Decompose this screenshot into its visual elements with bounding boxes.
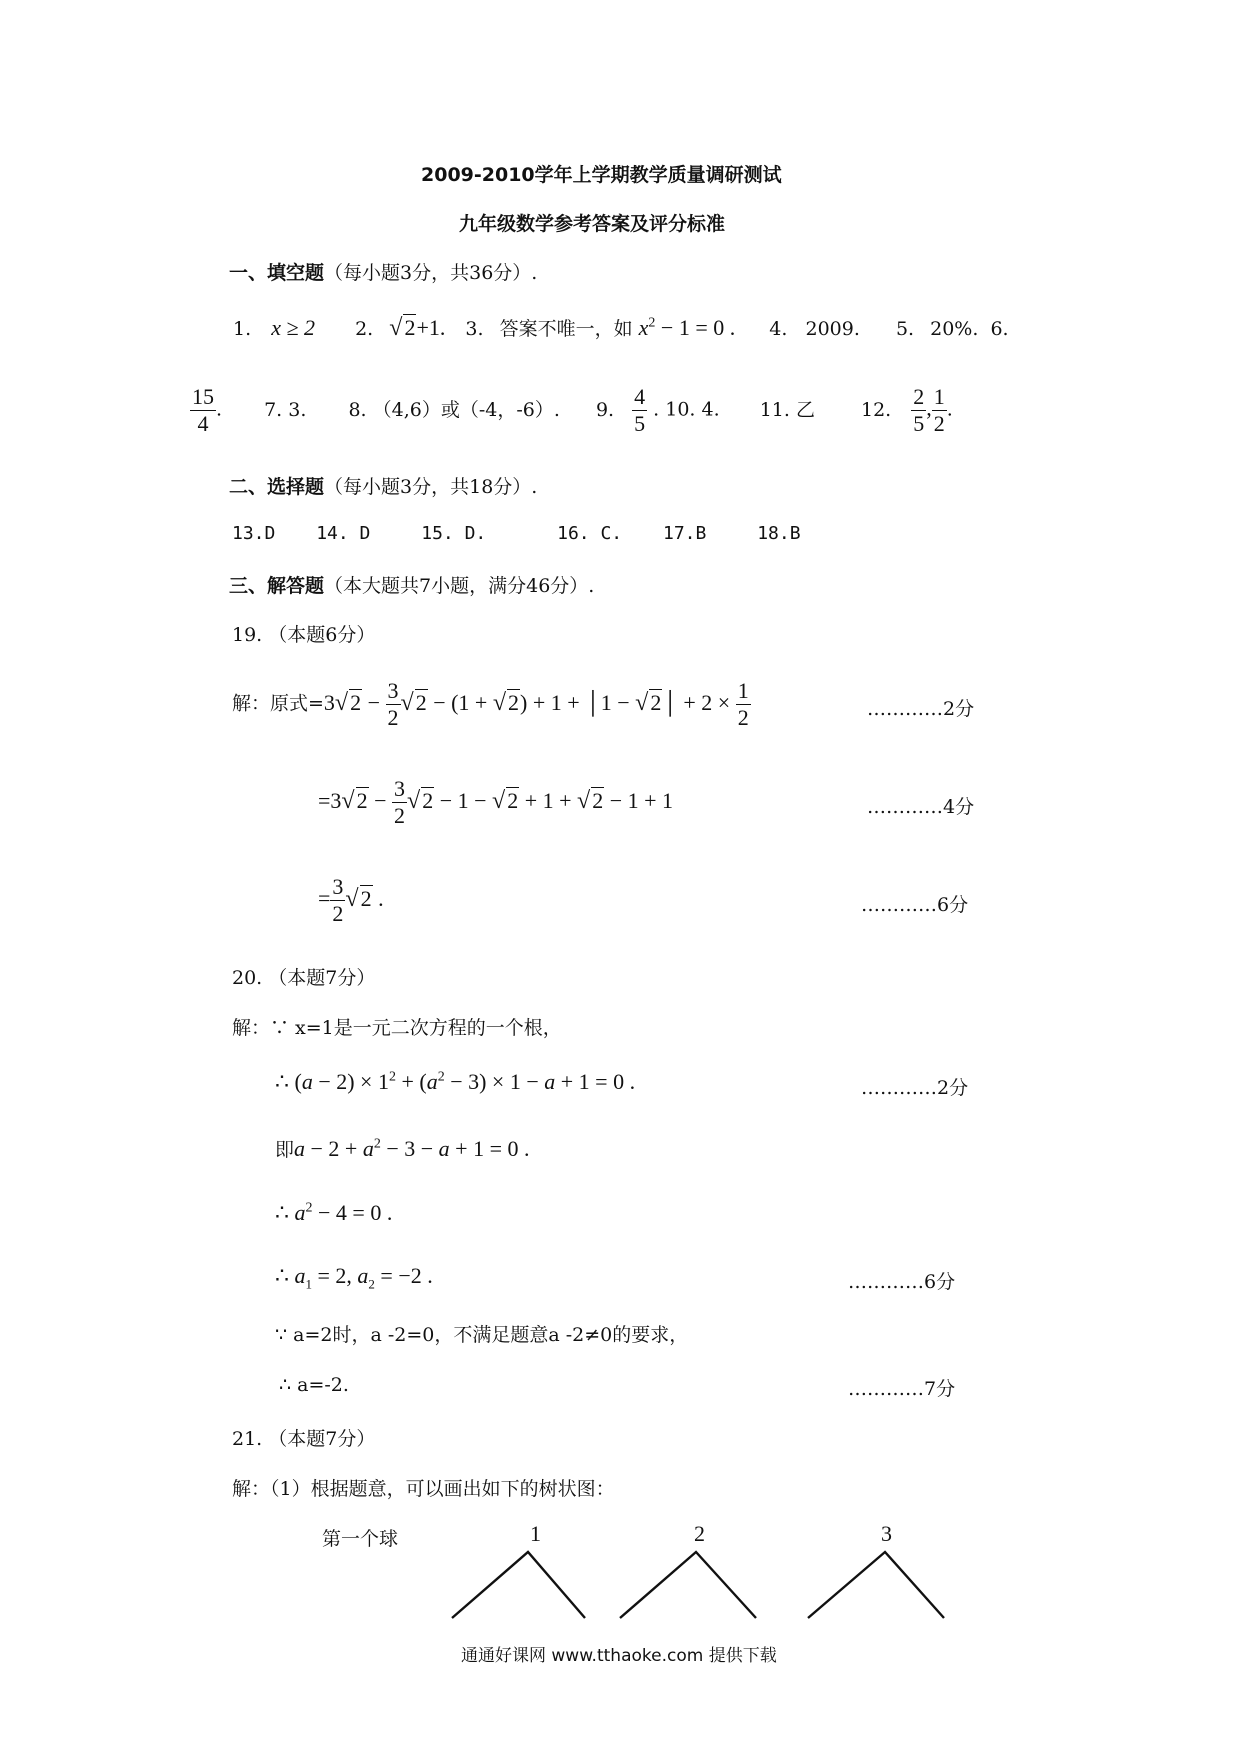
q20-line-3: 即$a - 2 + a^2 - 3 - a + 1 = 0$ .: [275, 1136, 530, 1161]
tree-node-1: 1: [530, 1521, 541, 1546]
section-1-title: 一、填空题: [229, 262, 325, 284]
q19-step-3: = $\frac{3}{2}$ √2 .: [318, 874, 384, 926]
q20-line-7: ∴ a=-2.: [279, 1374, 349, 1396]
q3-answer: $x^2 - 1 = 0$ .: [638, 315, 736, 340]
tree-branches-3: [808, 1552, 944, 1618]
q5-number: 5.: [895, 318, 915, 340]
tree-branches-1: [452, 1552, 585, 1618]
tree-level-label: 第一个球: [322, 1528, 399, 1550]
page-title: 2009-2010学年上学期教学质量调研测试: [421, 164, 782, 186]
section-3-note: （本大题共7小题，满分46分）.: [324, 575, 595, 597]
q21-label: 21. （本题7分）: [232, 1428, 376, 1450]
q9-number: 9.: [595, 398, 615, 421]
q10-answer: . 10. 4.: [653, 398, 720, 421]
fill-answers-row-2: $\frac{15}{4}$ . 7. 3. 8. （4,6）或（-4，-6）. 9. $\frac{4}{5}$ . 10. 4. 11. 乙 12. $\frac{2}{5}$ , $\frac{1}{2}$ .: [192, 384, 953, 436]
q12-number: 12.: [861, 398, 892, 421]
q20-score-6: …………6分: [848, 1271, 956, 1293]
q6-answer: $\frac{15}{4}$: [192, 384, 214, 436]
q12-answer-1: $\frac{2}{5}$: [913, 384, 925, 436]
section-2-title: 二、选择题: [229, 476, 325, 498]
q2-answer: √2+1.: [389, 315, 446, 341]
q19-label: 19. （本题6分）: [232, 624, 376, 646]
q4-answer: 2009.: [805, 318, 860, 340]
q20-line-6: ∵ a=2时，a -2=0，不满足题意a -2≠0的要求，: [275, 1324, 689, 1346]
tree-node-3: 3: [881, 1521, 892, 1546]
q19-step-1: 解：原式=3√2 − $\frac{3}{2}$ √2 − (1 + √2) + 1 + │1 − √2│ + 2 × $\frac{1}{2}$: [232, 678, 749, 730]
page-subtitle: 九年级数学参考答案及评分标准: [459, 213, 726, 235]
q19-score-3: …………6分: [861, 894, 969, 916]
choice-13: 13.D: [232, 523, 276, 544]
choice-14: 14. D: [316, 523, 371, 544]
choice-17: 17.B: [662, 523, 707, 544]
q19-score-1: …………2分: [867, 698, 975, 720]
choice-18: 18.B: [757, 523, 801, 544]
q1-answer: x ≥ 2: [271, 315, 316, 340]
footer-credit: 通通好课网 www.tthaoke.com 提供下载: [461, 1646, 777, 1666]
q20-label: 20. （本题7分）: [232, 967, 376, 989]
q5-answer: 20%.: [930, 318, 979, 340]
q8-answer: 8. （4,6）或（-4，-6）.: [348, 398, 560, 421]
choice-15: 15. D.: [421, 523, 487, 544]
q7-answer: 7. 3.: [264, 398, 307, 421]
q20-line-5: ∴ $a_1 = 2$, $a_2 = -2$ .: [275, 1263, 433, 1292]
q20-line-2: ∴ $(a - 2) \times 1^2 + (a^2 - 3) \times 1 - a + 1 = 0$ .: [275, 1069, 636, 1094]
q3-text: 答案不唯一，如: [499, 318, 633, 340]
q20-line-1: 解：∵ x=1是一元二次方程的一个根，: [232, 1017, 562, 1039]
q6-number: 6.: [990, 318, 1009, 340]
choice-16: 16. C.: [557, 523, 623, 544]
q20-line-3-prefix: 即: [275, 1139, 295, 1161]
q19-solution-prefix: 解：原式=: [232, 692, 324, 715]
section-3-title: 三、解答题: [229, 575, 325, 597]
q9-answer: $\frac{4}{5}$: [634, 384, 646, 436]
tree-node-2: 2: [694, 1521, 705, 1546]
q11-answer: 11. 乙: [759, 398, 815, 421]
q21-line-1: 解：（1）根据题意，可以画出如下的树状图：: [232, 1478, 615, 1500]
q20-score-7: …………7分: [848, 1378, 956, 1400]
q20-score-2: …………2分: [861, 1077, 969, 1099]
q12-answer-2: $\frac{1}{2}$: [933, 384, 945, 436]
q19-step-2: =3√2 − $\frac{3}{2}$ √2 − 1 − √2 + 1 + √2 − 1 + 1: [318, 776, 674, 828]
section-2-note: （每小题3分，共18分）.: [324, 476, 538, 498]
q1-number: 1.: [233, 318, 252, 340]
q3-number: 3.: [465, 318, 484, 340]
q4-number: 4.: [769, 318, 788, 340]
q20-line-4: ∴ $a^2 - 4 = 0$ .: [275, 1200, 393, 1225]
q2-number: 2.: [355, 318, 374, 340]
q19-score-2: …………4分: [867, 796, 975, 818]
tree-branches-2: [620, 1552, 756, 1618]
section-1-note: （每小题3分，共36分）.: [324, 262, 538, 284]
